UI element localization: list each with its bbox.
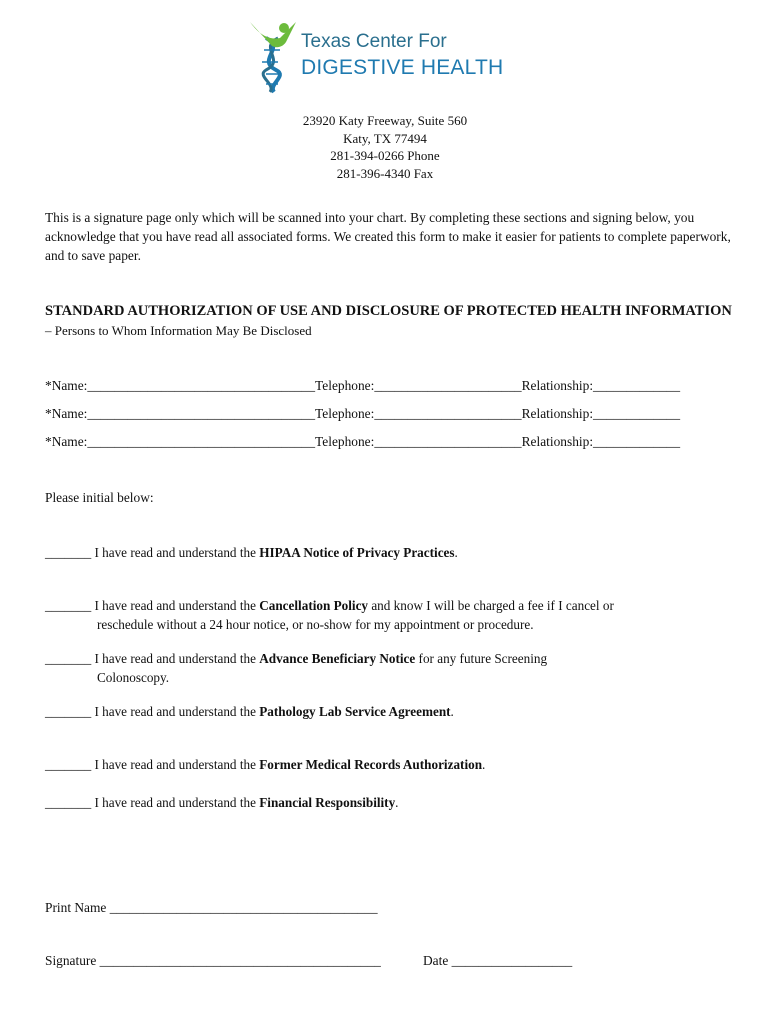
- initial-text-end: .: [395, 795, 399, 810]
- contact-relationship-field[interactable]: Relationship:_____________: [521, 434, 681, 449]
- logo: [246, 18, 536, 94]
- initial-item: [45, 793, 735, 812]
- contact-relationship-field[interactable]: Relationship:_____________: [521, 406, 681, 421]
- initial-text-end: .: [482, 757, 486, 772]
- initial-item: [45, 543, 735, 562]
- contact-row: [45, 406, 735, 422]
- initial-continuation: reschedule without a 24 hour notice, or no-show for my appointment or procedure.: [97, 617, 534, 632]
- initial-document-name: Pathology Lab Service Agreement: [259, 704, 451, 719]
- contact-row: [45, 434, 735, 450]
- initial-document-name: Cancellation Policy: [259, 598, 369, 613]
- contact-telephone-field[interactable]: Telephone:______________________: [315, 434, 522, 449]
- initial-text-end: and know I will be charged a fee if I cancel or: [368, 598, 614, 613]
- contact-name-field[interactable]: *Name:__________________________________: [45, 434, 316, 449]
- contact-row: [45, 378, 735, 394]
- intro-paragraph: This is a signature page only which will be scanned into your chart. By completing these sections and signing below, you acknowledge that you have read all associated forms. We created this form to make it easier for patients to complete paperwork, and to save paper.: [45, 210, 731, 263]
- initial-document-name: Financial Responsibility: [259, 795, 396, 810]
- initial-continuation: Colonoscopy.: [97, 670, 170, 685]
- initial-item: [45, 755, 735, 774]
- initial-prompt: Please initial below:: [45, 490, 154, 505]
- address-city: Katy, TX 77494: [343, 130, 427, 146]
- authorization-subtitle: – Persons to Whom Information May Be Disclosed: [45, 323, 312, 338]
- initial-blank[interactable]: _______: [45, 651, 92, 666]
- address-block: [0, 112, 770, 182]
- authorization-title: STANDARD AUTHORIZATION OF USE AND DISCLOSURE OF PROTECTED HEALTH INFORMATION: [45, 303, 732, 319]
- initial-document-name: Advance Beneficiary Notice: [259, 651, 416, 666]
- initial-blank[interactable]: _______: [45, 545, 92, 560]
- initial-item: [45, 702, 735, 721]
- initial-document-name: Former Medical Records Authorization: [259, 757, 483, 772]
- initial-document-name: HIPAA Notice of Privacy Practices: [259, 545, 455, 560]
- initial-blank[interactable]: _______: [45, 757, 92, 772]
- initial-blank[interactable]: _______: [45, 795, 92, 810]
- initial-blank[interactable]: _______: [45, 598, 92, 613]
- initial-text: I have read and understand the: [91, 598, 260, 613]
- initial-text-end: for any future Screening: [415, 651, 548, 666]
- address-fax: 281-396-4340 Fax: [336, 165, 434, 181]
- address-phone: 281-394-0266 Phone: [330, 148, 440, 164]
- initial-text: I have read and understand the: [91, 704, 260, 719]
- initial-item: [45, 649, 735, 687]
- logo-text-line1: Texas Center For: [301, 31, 447, 52]
- logo-figure-icon: [246, 18, 302, 94]
- contact-telephone-field[interactable]: Telephone:______________________: [315, 406, 522, 421]
- authorization-heading: [45, 301, 735, 341]
- signature-field[interactable]: Signature __________________________________________: [45, 953, 381, 968]
- contact-name-field[interactable]: *Name:__________________________________: [45, 406, 316, 421]
- initial-blank[interactable]: _______: [45, 704, 92, 719]
- contact-telephone-field[interactable]: Telephone:______________________: [315, 378, 522, 393]
- initial-text-end: .: [450, 704, 454, 719]
- initial-text: I have read and understand the: [91, 757, 260, 772]
- initial-text: I have read and understand the: [91, 651, 260, 666]
- initial-item: [45, 596, 735, 634]
- contact-relationship-field[interactable]: Relationship:_____________: [521, 378, 681, 393]
- initial-text: I have read and understand the: [91, 545, 260, 560]
- address-street: 23920 Katy Freeway, Suite 560: [302, 113, 468, 128]
- initial-text-end: .: [454, 545, 458, 560]
- print-name-field[interactable]: Print Name ________________________________________: [45, 900, 378, 915]
- initial-text: I have read and understand the: [91, 795, 260, 810]
- contact-name-field[interactable]: *Name:__________________________________: [45, 378, 316, 393]
- date-field[interactable]: Date __________________: [423, 953, 573, 968]
- logo-text-line2: DIGESTIVE HEALTH: [301, 56, 504, 79]
